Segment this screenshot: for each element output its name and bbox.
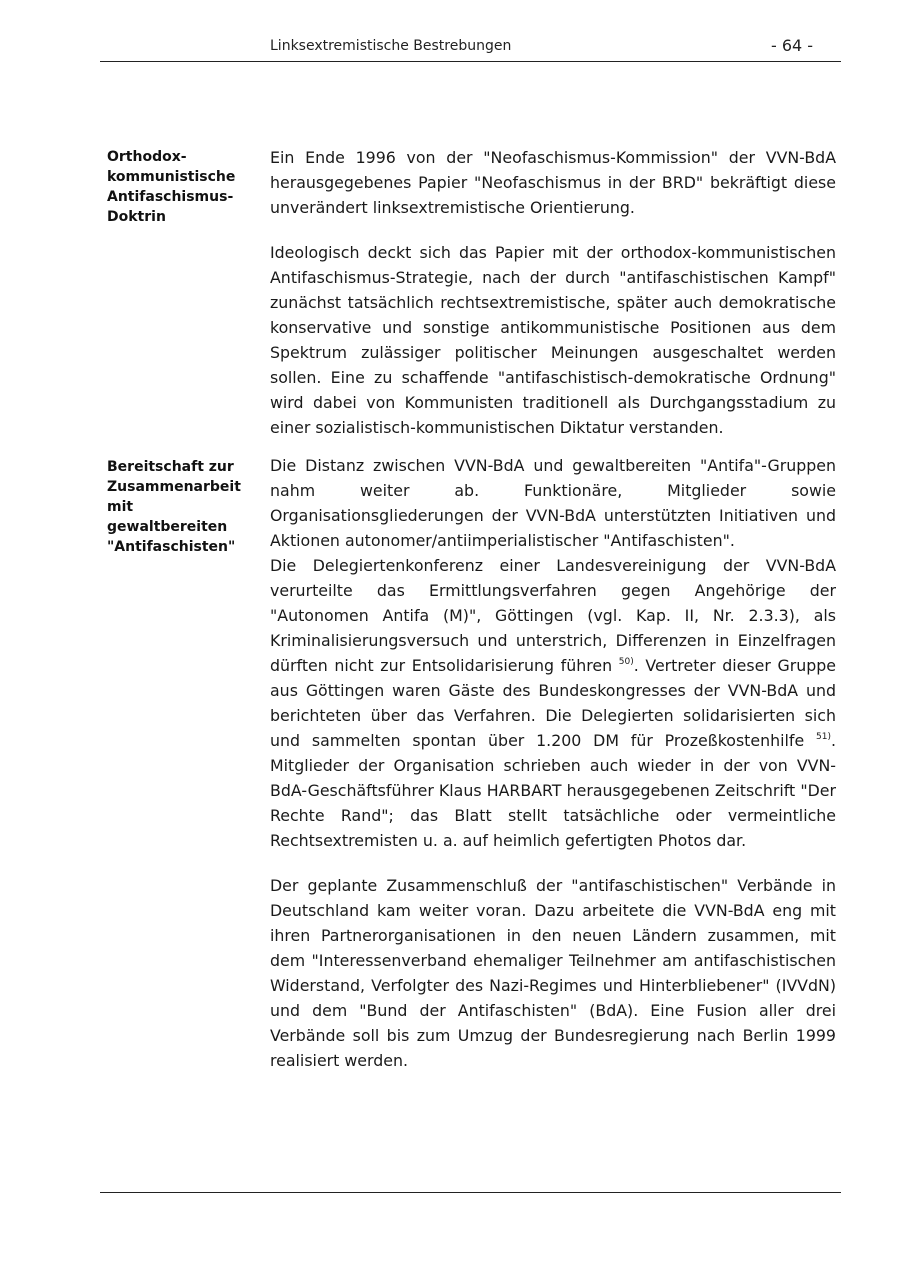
paragraph-4 — [270, 553, 836, 853]
paragraph-4-part-b: . Vertreter dieser Gruppe aus Göttingen waren Gäste des Bundeskongresses der VVN-BdA und berichteten über das Verfahren. Die Delegierten solidarisierten sich und sammelten spontan über 1.200 DM für Prozeßkostenhilfe — [270, 656, 836, 750]
footer-rule — [100, 1192, 841, 1193]
page-number: - 64 - — [771, 36, 814, 55]
paragraph-4-part-c: . Mitglieder der Organisation schrieben auch wieder in der von VVN-BdA-Geschäftsführer Klaus HARBART herausgegebenen Zeitschrift "Der Rechte Rand"; das Blatt stellt tatsächliche oder vermeintliche Rechtsextremisten u. a. auf heimlich gefertigten Photos dar. — [270, 731, 836, 850]
margin-note-doctrine: Orthodox-kommunistische Antifaschismus-Doktrin — [107, 149, 236, 225]
paragraph-3: Die Distanz zwischen VVN-BdA und gewaltbereiten "Antifa"-Gruppen nahm weiter ab. Funktionäre, Mitglieder sowie Organisationsgliederungen der VVN-BdA unterstützten Initiativen und Aktionen autonomer/antiimperialistischer "Antifaschisten". — [270, 456, 836, 550]
header-title: Linksextremistische Bestrebungen — [270, 38, 512, 54]
footnote-ref-50: 50) — [618, 657, 634, 667]
paragraph-2: Ideologisch deckt sich das Papier mit der orthodox-kommunistischen Antifaschismus-Strategie, nach der durch "antifaschistischen Kampf" zunächst tatsächlich rechtsextremistische, später auch demokratische konservative und sonstige antikommunistische Positionen aus dem Spektrum zulässiger politischer Meinungen ausgeschaltet werden sollen. Eine zu schaffende "antifaschistisch-demokratische Ordnung" wird dabei von Kommunisten traditionell als Durchgangsstadium zu einer sozialistisch-kommunistischen Diktatur verstanden. — [270, 243, 836, 437]
paragraph-4-part-a: Die Delegiertenkonferenz einer Landesvereinigung der VVN-BdA verurteilte das Ermittlungsverfahren gegen Angehörige der "Autonomen Antifa (M)", Göttingen (vgl. Kap. II, Nr. 2.3.3), als Kriminalisierungsversuch und unterstrich, Differenzen in Einzelfragen dürften nicht zur Entsolidarisierung führen — [270, 556, 836, 675]
header-rule — [100, 61, 841, 62]
paragraph-1: Ein Ende 1996 von der "Neofaschismus-Kommission" der VVN-BdA herausgegebenes Papier "Neofaschismus in der BRD" bekräftigt diese unverändert linksextremistische Orientierung. — [270, 148, 836, 217]
paragraph-5: Der geplante Zusammenschluß der "antifaschistischen" Verbände in Deutschland kam weiter voran. Dazu arbeitete die VVN-BdA eng mit ihren Partnerorganisationen in den neuen Ländern zusammen, mit dem "Interessenverband ehemaliger Teilnehmer am antifaschistischen Widerstand, Verfolgter des Nazi-Regimes und Hinterbliebener" (IVVdN) und dem "Bund der Antifaschisten" (BdA). Eine Fusion aller drei Verbände soll bis zum Umzug der Bundesregierung nach Berlin 1999 realisiert werden. — [270, 876, 836, 1070]
body-text — [270, 145, 836, 1093]
margin-note-cooperation: Bereitschaft zur Zusammenarbeit mit gewaltbereiten "Antifaschisten" — [107, 459, 241, 555]
footnote-ref-51: 51) — [816, 732, 831, 742]
